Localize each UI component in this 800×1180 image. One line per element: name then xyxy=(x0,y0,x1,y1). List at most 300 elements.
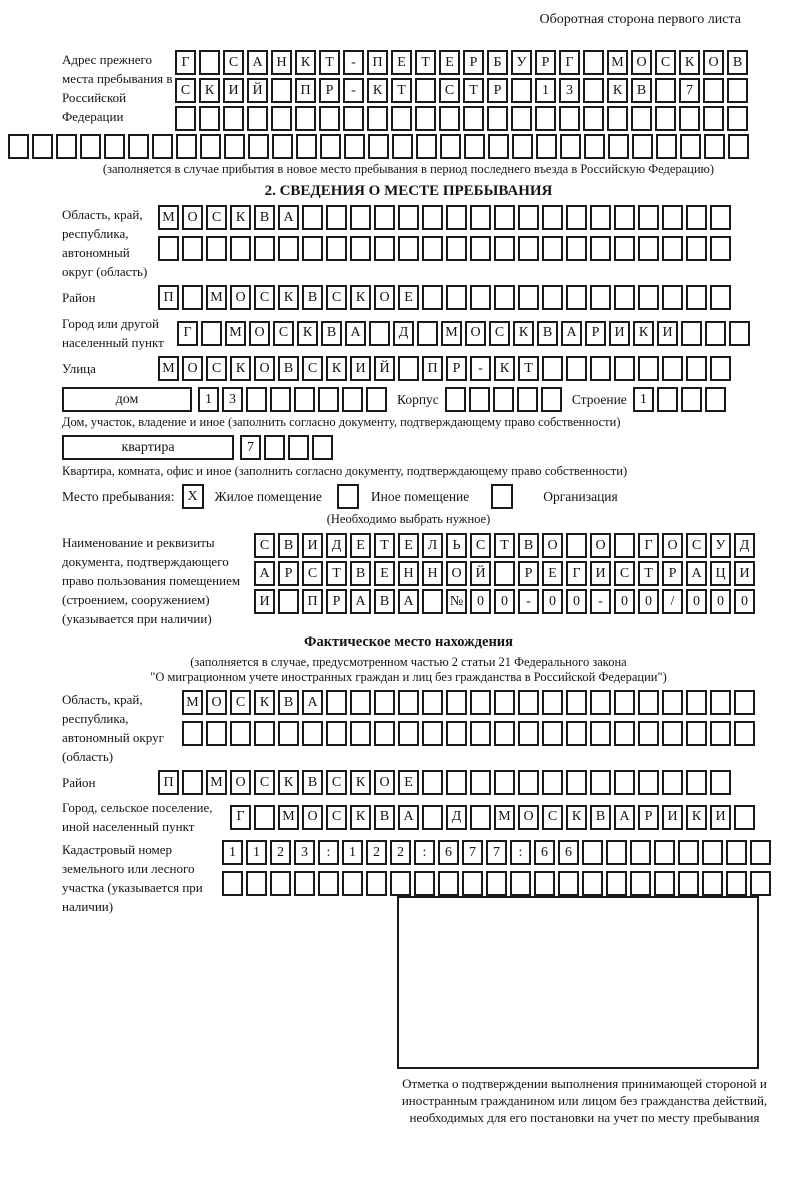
char-cell xyxy=(583,106,604,131)
char-cell xyxy=(536,134,557,159)
char-cell xyxy=(414,871,435,896)
char-cell xyxy=(494,721,515,746)
char-cell xyxy=(470,721,491,746)
char-cell xyxy=(247,106,268,131)
char-cell xyxy=(662,690,683,715)
checkbox-other-premises xyxy=(337,484,359,509)
stay-type-block xyxy=(62,484,755,509)
char-cell: Е xyxy=(398,770,419,795)
char-cell xyxy=(518,690,539,715)
char-cell xyxy=(488,134,509,159)
char-cell xyxy=(342,387,363,412)
char-cell: О xyxy=(518,805,539,830)
char-cell: Р xyxy=(278,561,299,586)
char-cell xyxy=(254,721,275,746)
prev-address-row-4 xyxy=(8,134,755,159)
char-cell: А xyxy=(398,589,419,614)
city-label: Город или другой населенный пункт xyxy=(62,316,164,350)
char-cell: : xyxy=(414,840,435,865)
char-cell xyxy=(446,205,467,230)
char-cell xyxy=(614,721,635,746)
char-cell: К xyxy=(295,50,316,75)
char-cell xyxy=(470,805,491,830)
char-cell: О xyxy=(446,561,467,586)
char-cell: 0 xyxy=(638,589,659,614)
header-note: Оборотная сторона первого листа xyxy=(539,12,741,27)
char-cell xyxy=(270,871,291,896)
char-cell: И xyxy=(350,356,371,381)
char-cell: 6 xyxy=(534,840,555,865)
char-cell xyxy=(32,134,53,159)
char-cell: М xyxy=(494,805,515,830)
checkbox-organization xyxy=(491,484,513,509)
char-cell: И xyxy=(734,561,755,586)
actual-district-block xyxy=(62,770,755,795)
char-cell xyxy=(494,690,515,715)
char-cell xyxy=(590,236,611,261)
char-cell: Р xyxy=(585,321,606,346)
house-box-label: дом xyxy=(62,387,192,412)
char-cell xyxy=(446,690,467,715)
char-cell xyxy=(590,205,611,230)
char-cell xyxy=(614,356,635,381)
char-cell xyxy=(630,871,651,896)
char-cell: 1 xyxy=(222,840,243,865)
char-cell: С xyxy=(439,78,460,103)
char-cell xyxy=(566,770,587,795)
char-cell xyxy=(727,78,748,103)
char-cell: А xyxy=(302,690,323,715)
char-cell xyxy=(104,134,125,159)
house-caption: Дом, участок, владение и иное (заполнить согласно документу, подтверждающему право собственности) xyxy=(62,415,621,429)
actual-region-label: Область, край, республика, автономный округ (область) xyxy=(62,692,164,764)
char-cell xyxy=(254,236,275,261)
char-cell xyxy=(638,285,659,310)
char-cell xyxy=(542,721,563,746)
char-cell xyxy=(662,285,683,310)
char-cell xyxy=(686,721,707,746)
confirmation-block xyxy=(397,896,772,1126)
char-cell xyxy=(422,770,443,795)
actual-location-caption-1: (заполняется в случае, предусмотренном частью 2 статьи 21 Федерального закона xyxy=(190,655,627,669)
char-cell xyxy=(182,721,203,746)
char-cell: В xyxy=(321,321,342,346)
char-cell xyxy=(344,134,365,159)
char-cell xyxy=(686,285,707,310)
char-cell xyxy=(296,134,317,159)
char-cell: 0 xyxy=(566,589,587,614)
char-cell: 7 xyxy=(462,840,483,865)
actual-district-label: Район xyxy=(62,775,96,790)
char-cell xyxy=(703,106,724,131)
char-cell: 2 xyxy=(366,840,387,865)
char-cell: С xyxy=(326,285,347,310)
char-cell: 6 xyxy=(558,840,579,865)
char-cell: М xyxy=(158,205,179,230)
char-cell xyxy=(374,236,395,261)
char-cell: 0 xyxy=(542,589,563,614)
char-cell xyxy=(638,236,659,261)
char-cell xyxy=(686,356,707,381)
char-cell xyxy=(391,106,412,131)
char-cell: 3 xyxy=(222,387,243,412)
char-cell xyxy=(445,387,466,412)
char-cell: Й xyxy=(247,78,268,103)
char-cell xyxy=(566,721,587,746)
char-cell xyxy=(422,205,443,230)
char-cell xyxy=(710,285,731,310)
char-cell xyxy=(542,205,563,230)
prev-address-row-3 xyxy=(175,106,748,131)
char-cell: Г xyxy=(177,321,198,346)
char-cell xyxy=(446,236,467,261)
char-cell xyxy=(302,205,323,230)
char-cell xyxy=(654,871,675,896)
char-cell xyxy=(206,721,227,746)
char-cell: О xyxy=(631,50,652,75)
char-cell xyxy=(726,840,747,865)
char-cell: С xyxy=(175,78,196,103)
char-cell: В xyxy=(278,533,299,558)
char-cell xyxy=(559,106,580,131)
char-cell: № xyxy=(446,589,467,614)
char-cell xyxy=(367,106,388,131)
confirmation-stamp-box xyxy=(397,896,759,1069)
char-cell: И xyxy=(710,805,731,830)
char-cell: В xyxy=(302,285,323,310)
char-cell: М xyxy=(441,321,462,346)
char-cell: Р xyxy=(319,78,340,103)
char-cell xyxy=(295,106,316,131)
char-cell: В xyxy=(302,770,323,795)
char-cell xyxy=(318,387,339,412)
char-cell xyxy=(271,106,292,131)
char-cell: Р xyxy=(487,78,508,103)
char-cell: Й xyxy=(470,561,491,586)
char-cell: : xyxy=(318,840,339,865)
char-cell: С xyxy=(254,533,275,558)
city-block xyxy=(62,314,755,352)
char-cell xyxy=(446,285,467,310)
char-cell: 0 xyxy=(614,589,635,614)
char-cell: К xyxy=(513,321,534,346)
char-cell: 1 xyxy=(535,78,556,103)
char-cell xyxy=(686,770,707,795)
char-cell xyxy=(566,285,587,310)
char-cell xyxy=(470,285,491,310)
char-cell xyxy=(542,285,563,310)
char-cell xyxy=(566,236,587,261)
char-cell xyxy=(294,387,315,412)
char-cell xyxy=(416,134,437,159)
char-cell: Н xyxy=(422,561,443,586)
char-cell: Р xyxy=(518,561,539,586)
char-cell xyxy=(318,871,339,896)
char-cell xyxy=(230,236,251,261)
char-cell xyxy=(374,721,395,746)
actual-district-row xyxy=(158,770,731,795)
char-cell: 7 xyxy=(240,435,261,460)
usage-doc-row-1 xyxy=(254,533,755,558)
char-cell: Д xyxy=(446,805,467,830)
char-cell: У xyxy=(511,50,532,75)
char-cell: 2 xyxy=(390,840,411,865)
char-cell xyxy=(374,205,395,230)
city-row xyxy=(177,321,750,346)
char-cell: М xyxy=(182,690,203,715)
house-block xyxy=(62,387,755,412)
char-cell: Б xyxy=(487,50,508,75)
char-cell: Г xyxy=(566,561,587,586)
char-cell xyxy=(710,236,731,261)
char-cell xyxy=(710,690,731,715)
korpus-label: Корпус xyxy=(397,391,439,407)
char-cell: Г xyxy=(559,50,580,75)
char-cell xyxy=(511,106,532,131)
char-cell: П xyxy=(158,285,179,310)
actual-region-row-2 xyxy=(182,721,755,746)
char-cell: Т xyxy=(494,533,515,558)
char-cell xyxy=(517,387,538,412)
char-cell xyxy=(566,690,587,715)
char-cell xyxy=(518,205,539,230)
region-row-2 xyxy=(158,236,731,261)
char-cell xyxy=(278,721,299,746)
char-cell: О xyxy=(230,770,251,795)
char-cell: Й xyxy=(374,356,395,381)
char-cell: К xyxy=(278,770,299,795)
char-cell: Е xyxy=(350,533,371,558)
char-cell: 1 xyxy=(633,387,654,412)
prev-address-row-1 xyxy=(175,50,748,75)
char-cell xyxy=(566,205,587,230)
char-cell xyxy=(254,805,275,830)
char-cell: Ц xyxy=(710,561,731,586)
actual-city-label: Город, сельское поселение, иной населенный пункт xyxy=(62,800,213,834)
char-cell: У xyxy=(710,533,731,558)
char-cell xyxy=(438,871,459,896)
char-cell xyxy=(734,805,755,830)
street-row xyxy=(158,356,731,381)
char-cell xyxy=(182,770,203,795)
char-cell xyxy=(655,106,676,131)
cadastral-rows xyxy=(222,840,771,896)
char-cell xyxy=(686,205,707,230)
char-cell xyxy=(705,321,726,346)
char-cell xyxy=(750,840,771,865)
char-cell xyxy=(270,387,291,412)
char-cell xyxy=(80,134,101,159)
char-cell xyxy=(727,106,748,131)
char-cell xyxy=(350,205,371,230)
char-cell: П xyxy=(302,589,323,614)
char-cell xyxy=(392,134,413,159)
char-cell: М xyxy=(206,770,227,795)
char-cell xyxy=(486,871,507,896)
char-cell xyxy=(278,589,299,614)
char-cell xyxy=(726,871,747,896)
prev-address-label: Адрес прежнего места пребывания в Российской Федерации xyxy=(62,52,173,124)
char-cell xyxy=(326,205,347,230)
char-cell: 0 xyxy=(710,589,731,614)
char-cell xyxy=(200,134,221,159)
char-cell xyxy=(638,205,659,230)
district-block xyxy=(62,285,755,310)
char-cell: К xyxy=(686,805,707,830)
char-cell: С xyxy=(273,321,294,346)
char-cell xyxy=(638,770,659,795)
char-cell xyxy=(248,134,269,159)
korpus-row xyxy=(445,387,562,412)
char-cell xyxy=(264,435,285,460)
stroenie-label: Строение xyxy=(571,391,627,407)
char-cell xyxy=(631,106,652,131)
char-cell xyxy=(541,387,562,412)
district-row xyxy=(158,285,731,310)
char-cell: О xyxy=(249,321,270,346)
char-cell: С xyxy=(302,561,323,586)
prev-address-rows xyxy=(175,50,748,131)
char-cell xyxy=(614,205,635,230)
char-cell xyxy=(655,78,676,103)
char-cell xyxy=(518,236,539,261)
char-cell: К xyxy=(350,770,371,795)
char-cell: 7 xyxy=(679,78,700,103)
char-cell: И xyxy=(662,805,683,830)
char-cell: А xyxy=(247,50,268,75)
char-cell: К xyxy=(607,78,628,103)
char-cell xyxy=(566,533,587,558)
actual-city-block xyxy=(62,798,755,836)
char-cell: Р xyxy=(463,50,484,75)
char-cell: И xyxy=(254,589,275,614)
char-cell: А xyxy=(278,205,299,230)
char-cell xyxy=(288,435,309,460)
char-cell xyxy=(590,356,611,381)
char-cell: К xyxy=(367,78,388,103)
char-cell xyxy=(518,721,539,746)
char-cell xyxy=(710,770,731,795)
char-cell: К xyxy=(199,78,220,103)
char-cell xyxy=(662,721,683,746)
char-cell: Е xyxy=(439,50,460,75)
char-cell xyxy=(440,134,461,159)
char-cell xyxy=(590,690,611,715)
char-cell xyxy=(680,134,701,159)
char-cell xyxy=(56,134,77,159)
actual-location-caption-2: "О миграционном учете иностранных граждан и лиц без гражданства в Российской Федерации") xyxy=(150,670,667,684)
char-cell: 1 xyxy=(246,840,267,865)
char-cell xyxy=(152,134,173,159)
char-cell xyxy=(590,770,611,795)
char-cell: 0 xyxy=(470,589,491,614)
char-cell xyxy=(728,134,749,159)
char-cell xyxy=(582,871,603,896)
char-cell: О xyxy=(302,805,323,830)
char-cell xyxy=(614,285,635,310)
char-cell xyxy=(422,236,443,261)
char-cell xyxy=(487,106,508,131)
char-cell: М xyxy=(225,321,246,346)
char-cell: К xyxy=(230,356,251,381)
char-cell xyxy=(312,435,333,460)
char-cell xyxy=(535,106,556,131)
checkbox-residential: X xyxy=(182,484,204,509)
district-label: Район xyxy=(62,290,96,305)
usage-doc-label: Наименование и реквизиты документа, подтверждающего право пользования помещением (строением, сооружением) (указывается при наличии) xyxy=(62,535,241,626)
char-cell: Т xyxy=(326,561,347,586)
region-row-1 xyxy=(158,205,731,230)
char-cell: 7 xyxy=(486,840,507,865)
char-cell: Р xyxy=(535,50,556,75)
actual-region-block xyxy=(62,690,755,766)
char-cell: - xyxy=(343,78,364,103)
char-cell: С xyxy=(223,50,244,75)
char-cell xyxy=(224,134,245,159)
char-cell xyxy=(182,285,203,310)
char-cell: К xyxy=(350,805,371,830)
char-cell xyxy=(398,236,419,261)
char-cell: Е xyxy=(391,50,412,75)
char-cell: О xyxy=(374,770,395,795)
char-cell: О xyxy=(590,533,611,558)
char-cell xyxy=(702,871,723,896)
char-cell xyxy=(710,721,731,746)
char-cell xyxy=(606,871,627,896)
char-cell: Е xyxy=(374,561,395,586)
char-cell xyxy=(222,871,243,896)
char-cell: В xyxy=(590,805,611,830)
char-cell xyxy=(278,236,299,261)
char-cell: В xyxy=(518,533,539,558)
char-cell: 1 xyxy=(342,840,363,865)
char-cell: Д xyxy=(393,321,414,346)
char-cell xyxy=(320,134,341,159)
char-cell: К xyxy=(254,690,275,715)
char-cell xyxy=(662,770,683,795)
char-cell xyxy=(608,134,629,159)
char-cell xyxy=(583,78,604,103)
char-cell: В xyxy=(278,690,299,715)
char-cell: С xyxy=(326,770,347,795)
char-cell: К xyxy=(633,321,654,346)
char-cell xyxy=(632,134,653,159)
char-cell xyxy=(342,871,363,896)
char-cell: О xyxy=(542,533,563,558)
char-cell xyxy=(614,533,635,558)
char-cell xyxy=(686,690,707,715)
char-cell: О xyxy=(230,285,251,310)
char-cell: С xyxy=(489,321,510,346)
char-cell xyxy=(662,356,683,381)
char-cell xyxy=(446,770,467,795)
char-cell: М xyxy=(278,805,299,830)
char-cell: Р xyxy=(446,356,467,381)
stay-type-caption: (Необходимо выбрать нужное) xyxy=(326,512,491,526)
char-cell: А xyxy=(614,805,635,830)
char-cell: И xyxy=(609,321,630,346)
char-cell: Т xyxy=(463,78,484,103)
char-cell: 0 xyxy=(734,589,755,614)
char-cell: С xyxy=(614,561,635,586)
prev-address-caption: (заполняется в случае прибытия в новое место пребывания в период последнего въезда в Российскую Федерацию) xyxy=(102,162,715,176)
char-cell: Т xyxy=(415,50,436,75)
char-cell xyxy=(494,770,515,795)
option-organization-label: Организация xyxy=(543,488,618,504)
char-cell xyxy=(201,321,222,346)
char-cell: Р xyxy=(326,589,347,614)
char-cell xyxy=(343,106,364,131)
